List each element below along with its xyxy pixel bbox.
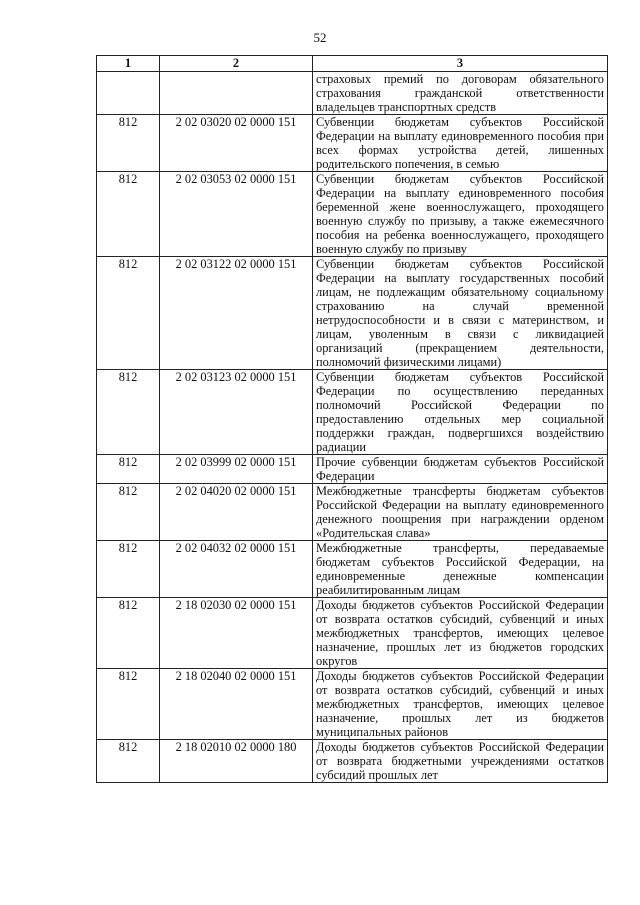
admin-code-cell: 812 <box>97 370 160 455</box>
description-cell: Субвенции бюджетам субъектов Российской Федерации на выплату единовременного пособия беременной жене военнослужащего, проходящего военную службу по призыву, а также ежемесячного пособия на ребенка военнослужащего, проходящего военную службу по призыву <box>313 172 608 257</box>
table-row <box>97 370 608 455</box>
table-row <box>97 740 608 783</box>
kbk-code-cell: 2 02 03999 02 0000 151 <box>160 455 313 484</box>
admin-code-cell: 812 <box>97 484 160 541</box>
kbk-code-cell <box>160 72 313 115</box>
header-col-3: 3 <box>313 56 608 72</box>
table-row <box>97 541 608 598</box>
kbk-code-cell: 2 02 04020 02 0000 151 <box>160 484 313 541</box>
description-cell: Доходы бюджетов субъектов Российской Федерации от возврата бюджетными учреждениями остатков субсидий прошлых лет <box>313 740 608 783</box>
kbk-code-cell: 2 02 03020 02 0000 151 <box>160 115 313 172</box>
description-cell: Субвенции бюджетам субъектов Российской Федерации на выплату единовременного пособия при всех формах устройства детей, лишенных родительского попечения, в семью <box>313 115 608 172</box>
kbk-code-cell: 2 18 02040 02 0000 151 <box>160 669 313 740</box>
admin-code-cell: 812 <box>97 740 160 783</box>
table-row <box>97 72 608 115</box>
description-cell: Субвенции бюджетам субъектов Российской Федерации по осуществлению переданных полномочий Российской Федерации по предоставлению отдельных мер социальной поддержки граждан, подвергшихся воздействию радиации <box>313 370 608 455</box>
table-row <box>97 115 608 172</box>
description-cell: Прочие субвенции бюджетам субъектов Российской Федерации <box>313 455 608 484</box>
admin-code-cell: 812 <box>97 598 160 669</box>
kbk-code-cell: 2 18 02030 02 0000 151 <box>160 598 313 669</box>
page-number: 52 <box>313 30 327 45</box>
table-row <box>97 172 608 257</box>
admin-code-cell: 812 <box>97 669 160 740</box>
kbk-code-cell: 2 02 03122 02 0000 151 <box>160 257 313 370</box>
admin-code-cell: 812 <box>97 257 160 370</box>
description-cell: Межбюджетные трансферты, передаваемые бюджетам субъектов Российской Федерации, на единовременные денежные компенсации реабилитированным лицам <box>313 541 608 598</box>
header-col-2: 2 <box>160 56 313 72</box>
admin-code-cell: 812 <box>97 172 160 257</box>
kbk-code-cell: 2 02 04032 02 0000 151 <box>160 541 313 598</box>
description-cell: Межбюджетные трансферты бюджетам субъектов Российской Федерации на выплату единовременного денежного поощрения при награждении орденом «Родительская слава» <box>313 484 608 541</box>
description-cell: Субвенции бюджетам субъектов Российской Федерации на выплату государственных пособий лицам, не подлежащим обязательному социальному страхованию на случай временной нетрудоспособности и в связи с материнством, и лицам, уволенным в связи с ликвидацией организаций (прекращением деятельности, полномочий физическими лицами) <box>313 257 608 370</box>
admin-code-cell <box>97 72 160 115</box>
description-cell: страховых премий по договорам обязательного страхования гражданской ответственности владельцев транспортных средств <box>313 72 608 115</box>
budget-classification-table <box>96 55 608 783</box>
admin-code-cell: 812 <box>97 115 160 172</box>
table-row <box>97 257 608 370</box>
table-row <box>97 598 608 669</box>
kbk-code-cell: 2 02 03123 02 0000 151 <box>160 370 313 455</box>
table-row <box>97 669 608 740</box>
admin-code-cell: 812 <box>97 541 160 598</box>
table-header-row <box>97 56 608 72</box>
admin-code-cell: 812 <box>97 455 160 484</box>
table-row <box>97 484 608 541</box>
description-cell: Доходы бюджетов субъектов Российской Федерации от возврата остатков субсидий, субвенций и иных межбюджетных трансфертов, имеющих целевое назначение, прошлых лет из бюджетов городских округов <box>313 598 608 669</box>
description-cell: Доходы бюджетов субъектов Российской Федерации от возврата остатков субсидий, субвенций и иных межбюджетных трансфертов, имеющих целевое назначение, прошлых лет из бюджетов муниципальных районов <box>313 669 608 740</box>
header-col-1: 1 <box>97 56 160 72</box>
kbk-code-cell: 2 18 02010 02 0000 180 <box>160 740 313 783</box>
kbk-code-cell: 2 02 03053 02 0000 151 <box>160 172 313 257</box>
table-row <box>97 455 608 484</box>
